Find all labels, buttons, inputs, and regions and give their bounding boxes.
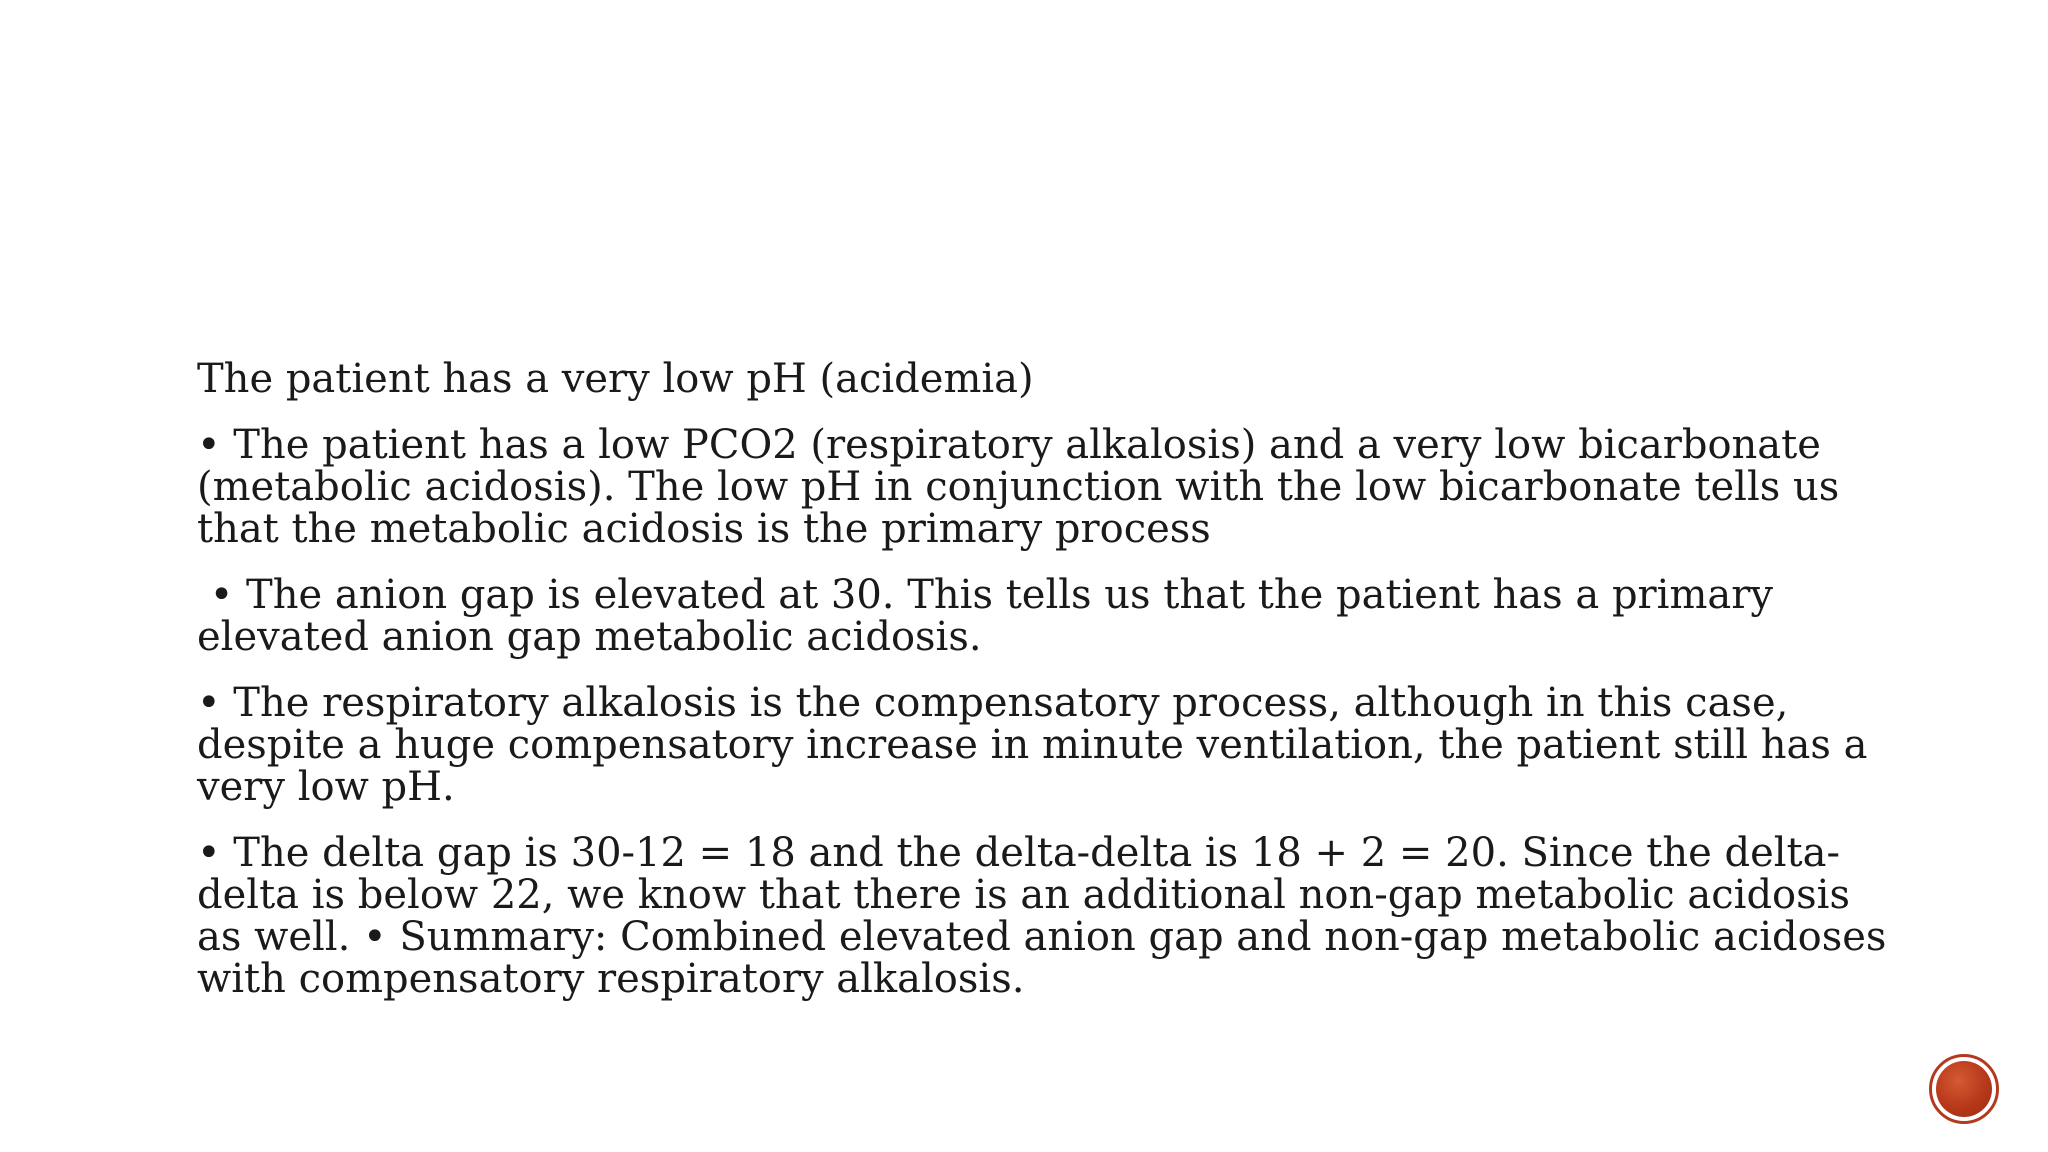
- badge-fill: [1936, 1061, 1992, 1117]
- paragraph-compensation: • The respiratory alkalosis is the compensatory process, although in this case, despite a huge compensatory increase in minute ventilation, the patient still has a very low pH.: [197, 680, 1868, 810]
- paragraph-delta-gap-summary: • The delta gap is 30-12 = 18 and the delta-delta is 18 + 2 = 20. Since the delta-delta is below 22, we know that there is an additional non-gap metabolic acidosis as well. • Summary: Combined elevated anion gap and non-gap metabolic acidoses with compensatory respiratory alkalosis.: [197, 830, 1887, 1002]
- paragraph-anion-gap: • The anion gap is elevated at 30. This tells us that the patient has a primary elevated anion gap metabolic acidosis.: [197, 572, 1786, 660]
- slide-body: [197, 358, 1887, 1024]
- slide-number-badge: [1929, 1054, 1999, 1124]
- paragraph-primary-process: • The patient has a low PCO2 (respiratory alkalosis) and a very low bicarbonate (metabolic acidosis). The low pH in conjunction with the low bicarbonate tells us that the metabolic acidosis is the primary process: [197, 422, 1840, 552]
- paragraph-acidemia: The patient has a very low pH (acidemia): [197, 356, 1034, 402]
